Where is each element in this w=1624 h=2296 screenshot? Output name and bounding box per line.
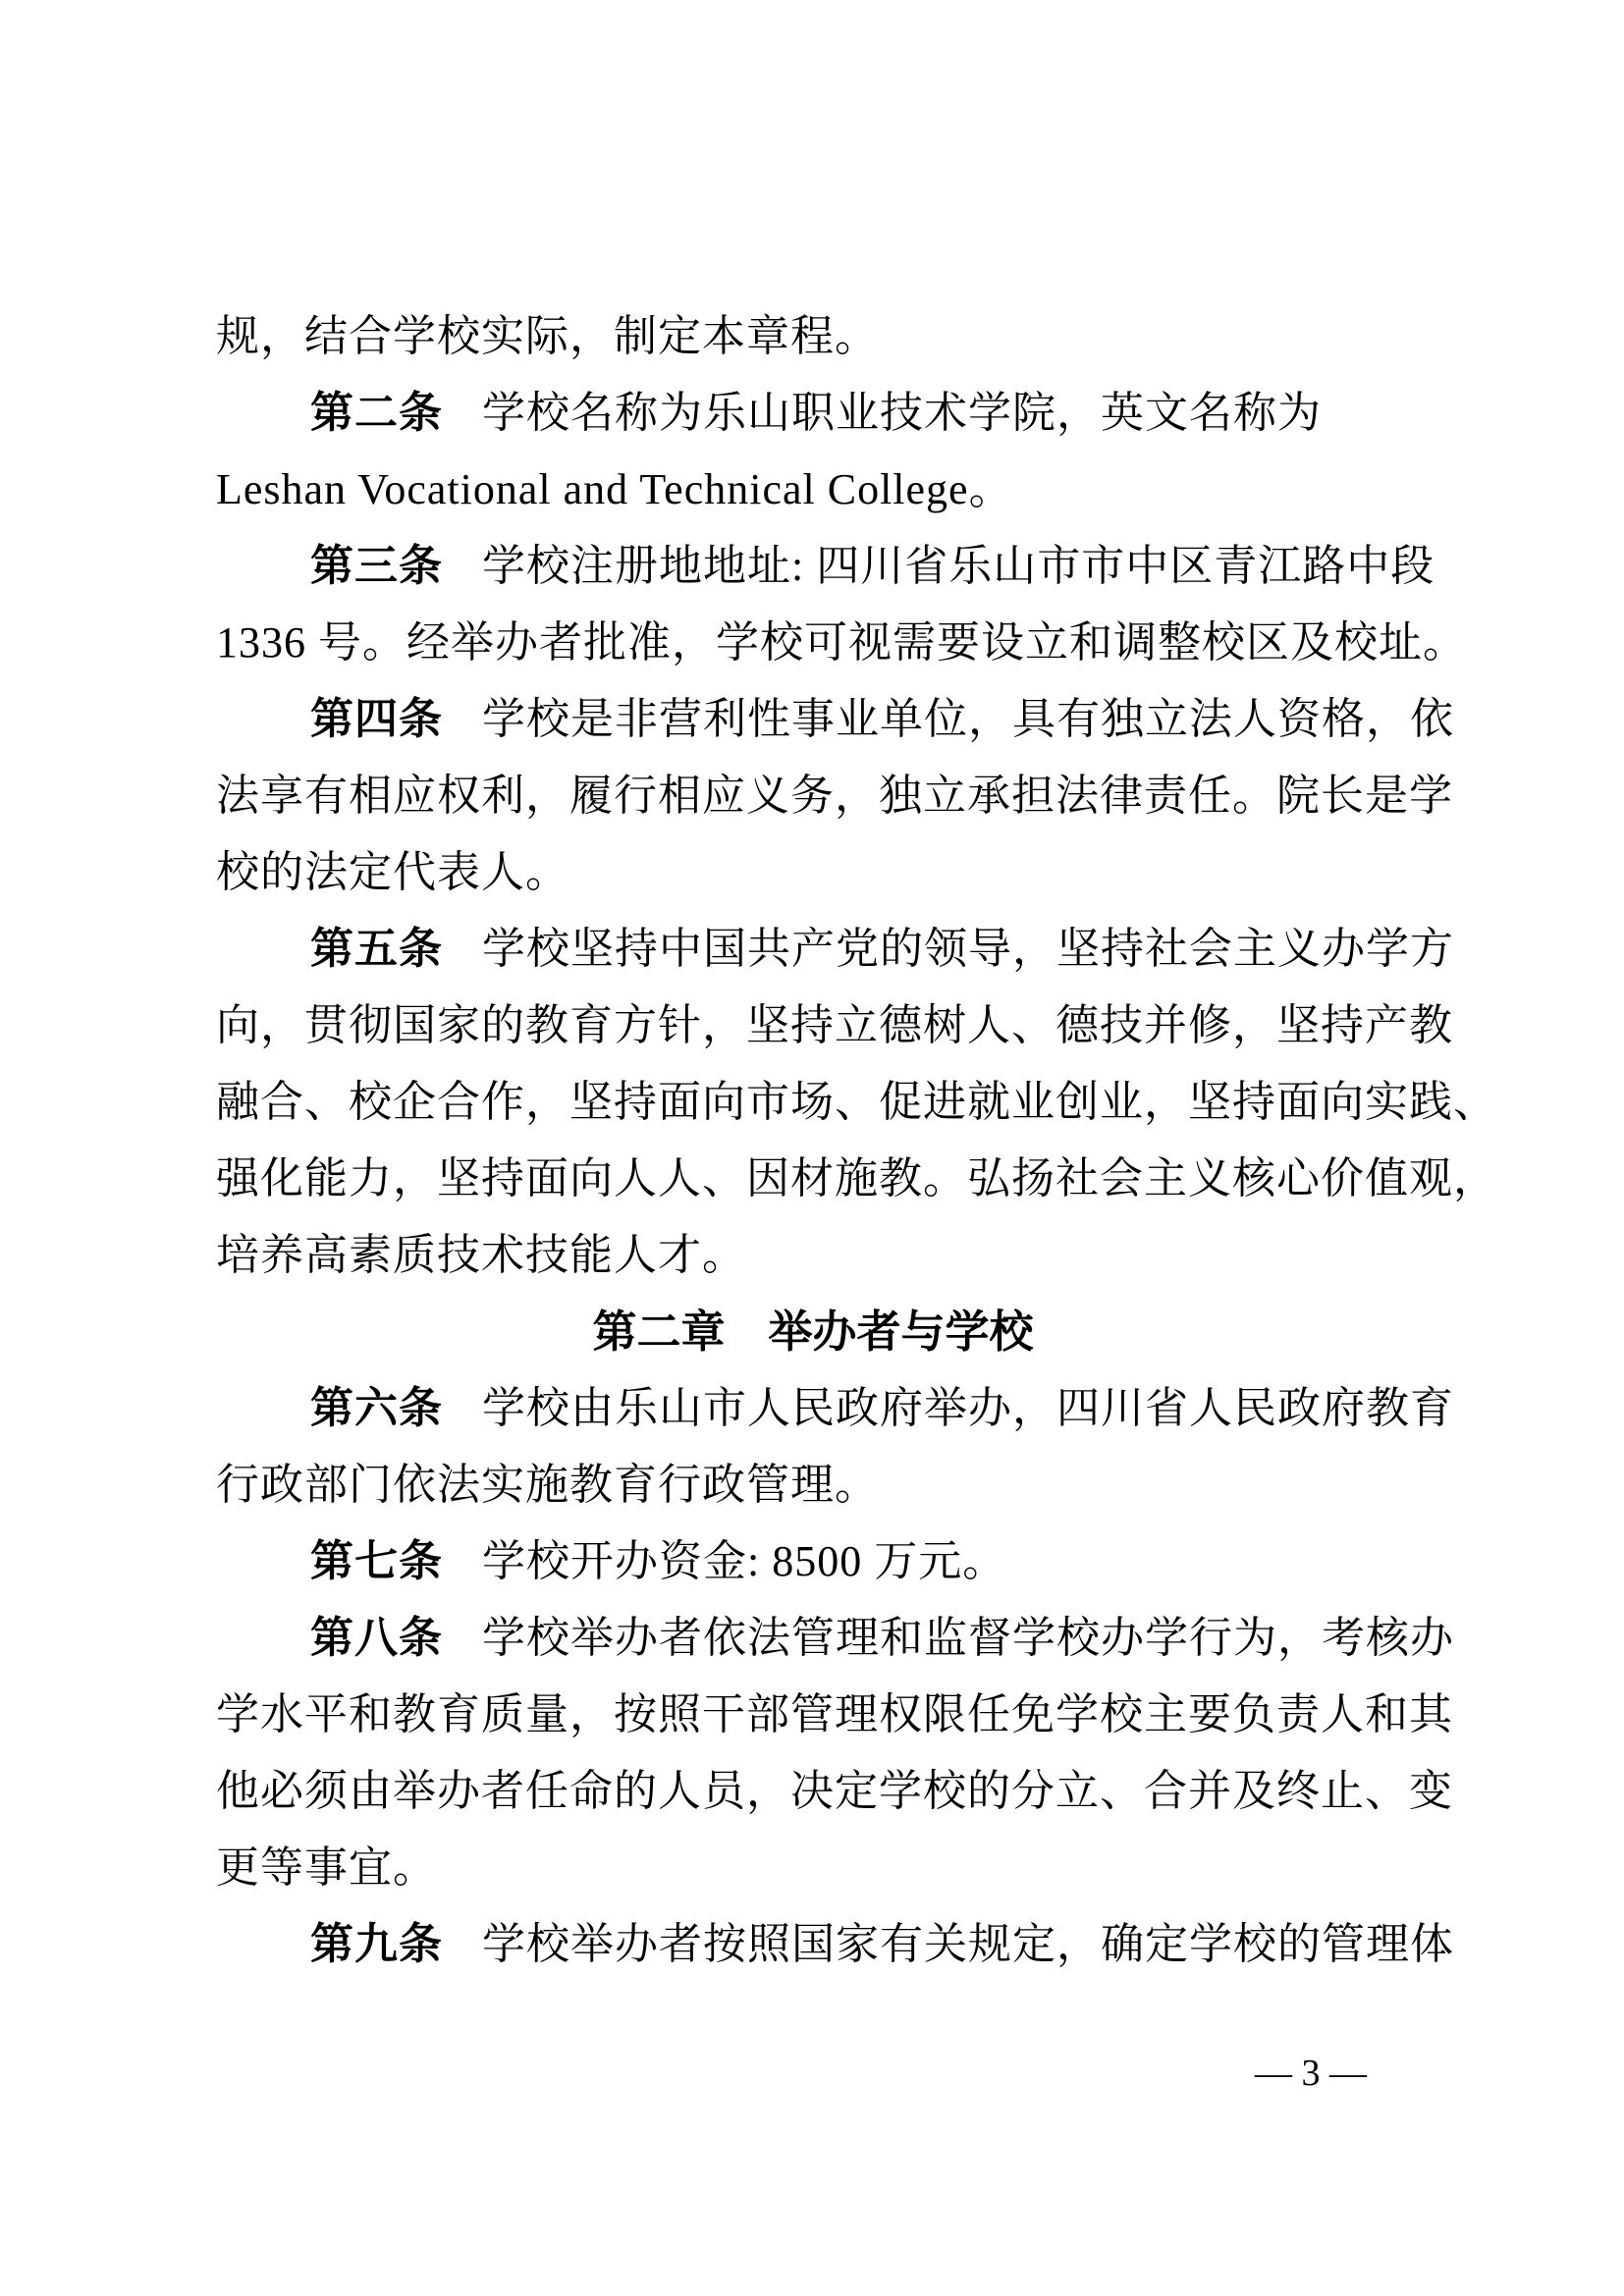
article-text: 学校开办资金: 8500 万元。 — [482, 1537, 1007, 1585]
text-line: 法享有相应权利，履行相应义务，独立承担法律责任。院长是学 — [216, 772, 1453, 820]
paragraph-article-8 — [216, 1600, 1454, 1906]
page-number: — 3 — — [1255, 2053, 1367, 2094]
article-label: 第六条 — [310, 1384, 443, 1432]
paragraph-article-6 — [216, 1370, 1454, 1523]
text-line: 1336 号。经举办者批准，学校可视需要设立和调整校区及校址。 — [216, 618, 1467, 667]
article-label: 第三条 — [310, 542, 443, 590]
text-line: 融合、校企合作，坚持面向市场、促进就业创业，坚持面向实践、 — [216, 1078, 1497, 1126]
text-line — [216, 1370, 1454, 1447]
text-line — [216, 375, 1410, 452]
chapter-heading — [216, 1294, 1410, 1370]
article-label: 第七条 — [310, 1537, 443, 1585]
text-line: 行政部门依法实施教育行政管理。 — [216, 1461, 879, 1509]
article-text: 学校由乐山市人民政府举办，四川省人民政府教育 — [482, 1384, 1454, 1432]
paragraph-continuation — [216, 298, 1410, 375]
text-line — [216, 1523, 1410, 1600]
text-line — [216, 681, 1454, 758]
article-label: 第二条 — [310, 389, 443, 437]
text-line: 学水平和教育质量，按照干部管理权限任免学校主要负责人和其 — [216, 1690, 1453, 1738]
text-line: 校的法定代表人。 — [216, 848, 569, 896]
text-line: Leshan Vocational and Technical College。 — [216, 465, 1013, 513]
article-label: 第九条 — [310, 1920, 443, 1968]
document-body — [216, 298, 1497, 1983]
paragraph-article-7 — [216, 1523, 1410, 1600]
paragraph-article-4 — [216, 681, 1454, 911]
paragraph-article-2 — [216, 375, 1410, 528]
article-label: 第五条 — [310, 925, 443, 973]
text-line — [216, 1906, 1454, 1983]
article-text: 学校是非营利性事业单位，具有独立法人资格，依 — [482, 695, 1454, 743]
text-line: 更等事宜。 — [216, 1843, 437, 1892]
article-text: 学校举办者依法管理和监督学校办学行为，考核办 — [482, 1614, 1454, 1662]
text-line: 向，贯彻国家的教育方针，坚持立德树人、德技并修，坚持产教 — [216, 1001, 1453, 1049]
article-text: 学校名称为乐山职业技术学院，英文名称为 — [482, 389, 1322, 437]
paragraph-article-5 — [216, 911, 1497, 1294]
text-line — [216, 1600, 1454, 1677]
article-text: 学校注册地地址: 四川省乐山市市中区青江路中段 — [482, 542, 1435, 590]
article-label: 第八条 — [310, 1614, 443, 1662]
paragraph-article-3 — [216, 528, 1467, 681]
paragraph-article-9 — [216, 1906, 1454, 1983]
text-line: 他必须由举办者任命的人员，决定学校的分立、合并及终止、变 — [216, 1767, 1453, 1815]
chapter-label: 第二章 — [592, 1307, 726, 1357]
text-line — [216, 911, 1454, 988]
text-line — [216, 528, 1435, 605]
text-line: 培养高素质技术技能人才。 — [216, 1231, 746, 1279]
article-text: 学校坚持中国共产党的领导，坚持社会主义办学方 — [482, 925, 1454, 973]
text-line: 强化能力，坚持面向人人、因材施教。弘扬社会主义核心价值观， — [216, 1154, 1497, 1202]
text-line: 规，结合学校实际，制定本章程。 — [216, 312, 879, 360]
article-label: 第四条 — [310, 695, 443, 743]
chapter-title: 举办者与学校 — [768, 1307, 1034, 1357]
article-text: 学校举办者按照国家有关规定，确定学校的管理体 — [482, 1920, 1454, 1968]
